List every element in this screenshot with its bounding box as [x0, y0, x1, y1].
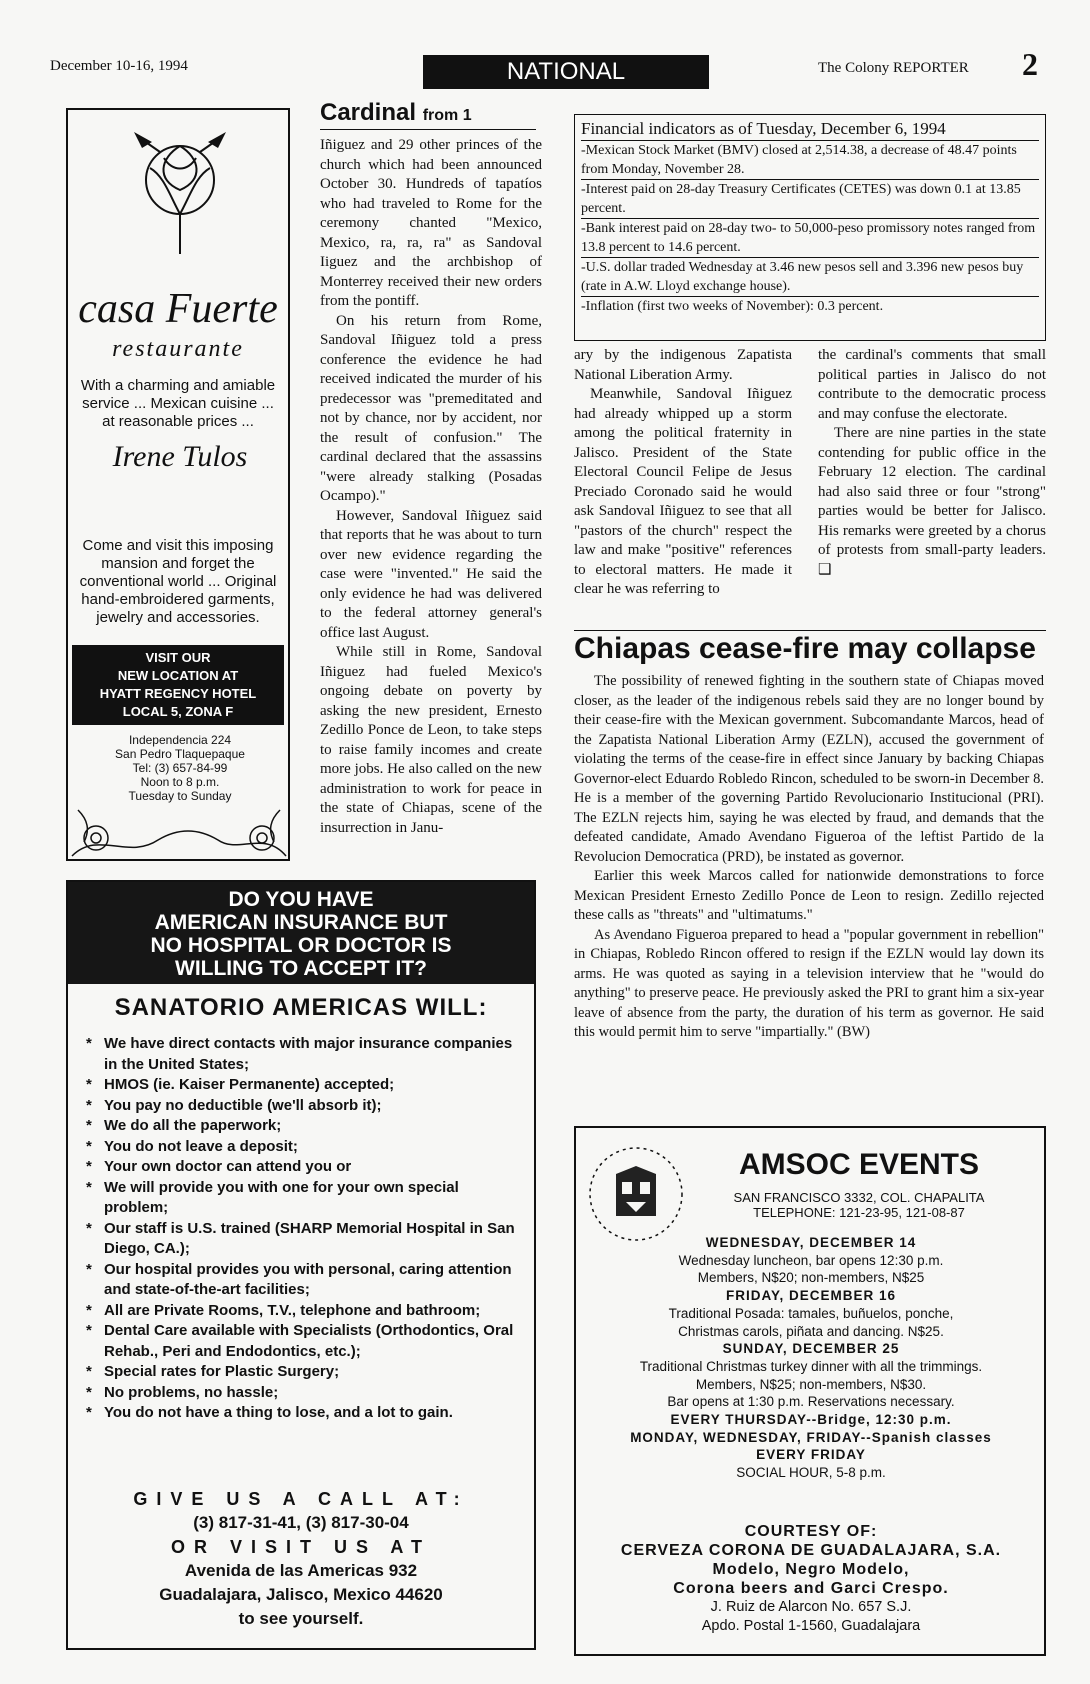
amsoc-event-list: WEDNESDAY, DECEMBER 14 Wednesday luncheon, bar opens 12:30 p.m. Members, N$20; non-members, N$25 FRIDAY, DECEMBER 16 Traditional Posada: tamales, buñuelos, ponche, Christmas carols, piñata and dancing. N$25. SUNDAY, DECEMBER 25 Traditional Christmas turkey dinner with all the trimmings. Members, N$25; non-members, N$30. Bar opens at 1:30 p.m. Reservations necessary. EVERY THURSDAY--Bridge, 12:30 p.m. MONDAY, WEDNESDAY, FRIDAY--Spanish classes EVERY FRIDAY SOCIAL HOUR, 5-8 p.m.	[630, 1235, 992, 1481]
cardinal-column-1: Iñiguez and 29 other princes of the church which had been announced October 30. Hundreds of tapatíos who had traveled to Rome for the ceremony chanted "Mexico, Mexico, ra, ra, ra" as Sandoval Iiguez and the archbishop of Monterrey received their new orders from the pontiff. On his return from Rome, Sandoval Iñiguez told a press conference the evidence he had received indicated the murder of his predecessor was "premeditated and not by chance, nor by accident, nor the result of confusion." The cardinal declared that the assassins "were already stalking (Posadas Ocampo)." However, Sandoval Iñiguez said that reports that he was about to turn over new evidence regarding the case were "invented." He said the only evidence he had was delivered to the federal attorney general's office last August. While still in Rome, Sandoval Iñiguez had fueled Mexico's ongoing debate on poverty by asking the new president, Ernesto Zedillo Ponce de Leon, to take steps to raise family incomes and create more jobs. He also called on the new administration to work for peace in the state of Chiapas, scene of the insurrection in Janu-	[320, 137, 542, 836]
floral-border-icon	[68, 790, 290, 860]
restaurant-brand: casa Fuerte	[78, 286, 278, 332]
restaurant-lead: With a charming and amiable service ... Mexican cuisine ... at reasonable prices ...	[80, 377, 276, 430]
list-item: * Our hospital provides you with personal, caring attention and state-of-the-art facilities;	[82, 1260, 522, 1301]
restaurant-subtitle: restaurante	[112, 336, 244, 362]
sanatorio-benefits-list	[82, 1034, 522, 1424]
cardinal-headline: Cardinal from 1	[320, 99, 472, 126]
chiapas-headline: Chiapas cease-fire may collapse	[574, 632, 1036, 665]
amsoc-title: AMSOC EVENTS	[738, 1148, 980, 1181]
restaurant-ad	[66, 108, 290, 861]
list-item: * You do not leave a deposit;	[82, 1137, 522, 1158]
indicator-item: -U.S. dollar traded Wednesday at 3.46 new pesos sell and 3.396 new pesos buy (rate in A.W. Lloyd exchange house).	[581, 257, 1039, 296]
restaurant-address: Independencia 224 San Pedro Tlaquepaque Tel: (3) 657-84-99 Noon to 8 p.m. Tuesday to Sunday	[115, 733, 245, 803]
cardinal-column-3: the cardinal's comments that small political parties in Jalisco do not contribute to the democratic process and may confuse the electorate. There are nine parties in the state contending for public office in the February 12 election. The cardinal had also said three or four "strong" parties would be better for Jalisco. His remarks were greeted by a chorus of protests from small-party leaders. ❑	[818, 347, 1046, 578]
list-item: * We have direct contacts with major insurance companies in the United States;	[82, 1034, 522, 1075]
list-item: * No problems, no hassle;	[82, 1383, 522, 1404]
list-item: * Our staff is U.S. trained (SHARP Memorial Hospital in San Diego, CA.);	[82, 1219, 522, 1260]
sanatorio-ad	[66, 880, 536, 1650]
sanatorio-banner: DO YOU HAVE AMERICAN INSURANCE BUT NO HOSPITAL OR DOCTOR IS WILLING TO ACCEPT IT?	[68, 882, 534, 984]
cardinal-column-2: ary by the indigenous Zapatista National Liberation Army. Meanwhile, Sandoval Iñiguez had already whipped up a storm among the political fraternity in Jalisco. President of the State Electoral Council Felipe de Jesus Preciado Coronado said he would ask Sandoval Iñiguez to see that all "pastors of the church" respect the law and make "positive" references to electoral matters. He made it clear he was referring to	[574, 347, 792, 597]
amsoc-address: SAN FRANCISCO 3332, COL. CHAPALITA TELEPHONE: 121-23-95, 121-08-87	[733, 1190, 985, 1220]
page-number: 2	[1022, 46, 1038, 82]
section-rule	[574, 630, 1046, 631]
sanatorio-will-heading: SANATORIO AMERICAS WILL:	[114, 994, 488, 1021]
amsoc-courtesy: COURTESY OF: CERVEZA CORONA DE GUADALAJARA, S.A. Modelo, Negro Modelo, Corona beers and Garci Crespo. J. Ruiz de Alarcon No. 657 S.J. Apdo. Postal 1-1560, Guadalajara	[620, 1523, 1002, 1634]
owner-signature: Irene Tulos	[112, 440, 248, 473]
section-title: NATIONAL	[423, 55, 709, 89]
indicator-item: -Mexican Stock Market (BMV) closed at 2,514.38, a decrease of 48.47 points from Monday, November 28.	[581, 140, 1039, 179]
list-item: * All are Private Rooms, T.V., telephone and bathroom;	[82, 1301, 522, 1322]
list-item: * Dental Care available with Specialists (Orthodontics, Oral Rehab., Peri and Endodontics, etc.);	[82, 1321, 522, 1362]
list-item: * We do all the paperwork;	[82, 1116, 522, 1137]
list-item: * Your own doctor can attend you or	[82, 1157, 522, 1178]
location-banner: VISIT OUR NEW LOCATION AT HYATT REGENCY HOTEL LOCAL 5, ZONA F	[72, 645, 284, 725]
give-us-a-call: GIVE US A CALL AT:	[133, 1489, 469, 1509]
paper-name: The Colony REPORTER	[818, 60, 969, 76]
list-item: * Special rates for Plastic Surgery;	[82, 1362, 522, 1383]
sanatorio-address-2: Guadalajara, Jalisco, Mexico 44620	[159, 1585, 443, 1604]
list-item: * You do not have a thing to lose, and a lot to gain.	[82, 1403, 522, 1424]
sanatorio-address-1: Avenida de las Americas 932	[184, 1561, 418, 1580]
restaurant-visit-text: Come and visit this imposing mansion and forget the conventional world ... Original hand-embroidered garments, jewelry and accessories.	[79, 537, 277, 626]
financial-title: Financial indicators as of Tuesday, December 6, 1994	[581, 119, 946, 138]
headline-rule	[320, 129, 536, 130]
amsoc-seal-icon	[586, 1144, 686, 1244]
issue-date: December 10-16, 1994	[50, 58, 188, 74]
list-item: * HMOS (ie. Kaiser Permanente) accepted;	[82, 1075, 522, 1096]
list-item: * We will provide you with one for your own special problem;	[82, 1178, 522, 1219]
indicator-item: -Interest paid on 28-day Treasury Certificates (CETES) was down 0.1 at 13.85 percent.	[581, 179, 1039, 218]
sanatorio-closing: to see yourself.	[238, 1609, 364, 1628]
amsoc-events-ad	[574, 1126, 1046, 1656]
list-item: * You pay no deductible (we'll absorb it);	[82, 1096, 522, 1117]
or-visit-us: OR VISIT US AT	[170, 1537, 431, 1557]
chiapas-body: The possibility of renewed fighting in the southern state of Chiapas moved closer, as the leader of the indigenous rebels said they are no longer bound by their cease-fire with the Mexican government. Subcomandante Marcos, head of the Zapatista National Liberation Army (EZLN), accused the government of violating the terms of the cease-fire in effect since January by backing Chiapas Governor-elect Eduardo Robledo Rincon, scheduled to be sworn-in December 8. He is a member of the governing Partido Revolucionario Institucional (PRI). The EZLN rejects him, saying he was elected by fraud, and demands that the defeated candidate, Amado Avendano Figueroa of the leftist Partido de la Revolucion Democratica (PRD), be instated as governor. Earlier this week Marcos called for nationwide demonstrations to force Mexican President Ernesto Zedillo Ponce de Leon to resign. Zedillo rejected these calls as "threats" and "ultimatums." As Avendano Figueroa prepared to head a "popular government in rebellion" in Chiapas, Robledo Rincon offered to resign if the EZLN would lay down its arms. He was quoted as saying in a television interview that he "would do anything" to preserve peace. He previously asked the PRI to grant him a six-year leave of absence from the party, the duration of his term as governor. He said this would permit him to serve "impartially." (BW)	[574, 673, 1044, 1040]
indicator-item: -Bank interest paid on 28-day two- to 50,000-peso promissory notes ranged from 13.8 percent to 14.6 percent.	[581, 218, 1039, 257]
indicator-item: -Inflation (first two weeks of November): 0.3 percent.	[581, 296, 1039, 316]
sanatorio-phones: (3) 817-31-41, (3) 817-30-04	[193, 1513, 409, 1532]
financial-indicators-box	[574, 114, 1046, 341]
rose-logo-icon	[120, 118, 240, 258]
